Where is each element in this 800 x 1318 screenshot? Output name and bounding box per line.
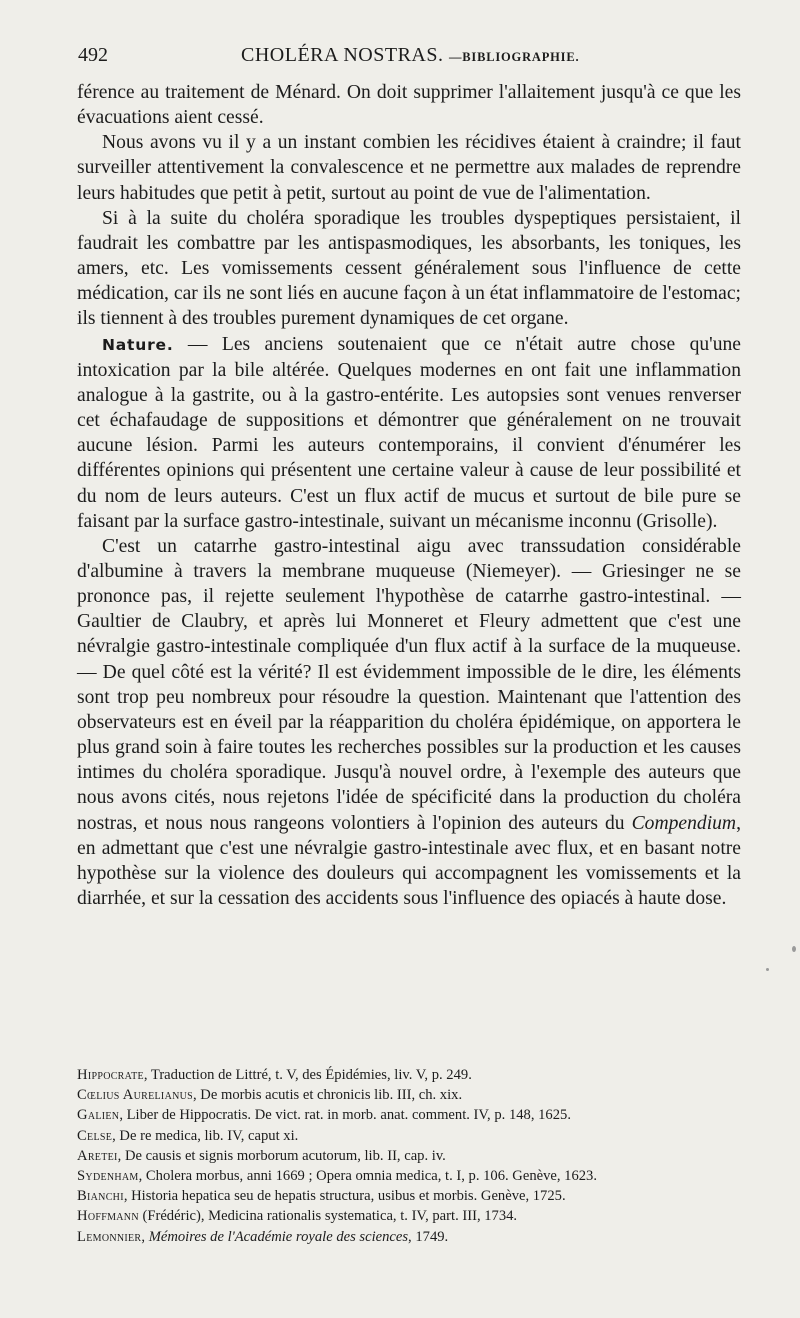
- paragraph-theories-text-a: C'est un catarrhe gastro-intestinal aigu avec transsudation considérable d'albumine à travers la membrane muqueuse (Niemeyer). — Griesinger ne se prononce pas, il rejette seulement l'hypothèse de catarrhe gastro-intestinal. — Gaultier de Claubry, et après lui Monneret et Fleury admettent que c'est une névralgie gastro-intestinale compliquée d'un flux actif à la surface de la muqueuse. — De quel côté est la vérité? Il est évidemment impossible de le dire, les éléments sont trop peu nombreux pour résoudre la question. Maintenant que l'attention des observateurs est en éveil par la réapparition du choléra épidémique, on apportera le plus grand soin à faire toutes les recherches possibles sur la production et les causes intimes du choléra sporadique. Jusqu'à nouvel ordre, à l'exemple des auteurs que nous avons cités, nous rejetons l'idée de spécificité dans la production du choléra nostras, et nous nous rangeons volontiers à l'opinion des auteurs du: [77, 535, 741, 834]
- bib-text: , Cholera morbus, anni 1669 ; Opera omnia medica, t. I, p. 106. Genève, 1623.: [138, 1168, 598, 1185]
- bibliography-entry: [77, 1105, 741, 1125]
- bibliography-entry: [77, 1126, 741, 1146]
- bib-tail: , 1749.: [408, 1228, 449, 1245]
- paragraph-theories: [77, 534, 741, 911]
- bib-author: Cœlius Aurelianus: [77, 1087, 193, 1104]
- bib-text: , De re medica, lib. IV, caput xi.: [112, 1127, 299, 1144]
- page-number: 492: [78, 44, 108, 66]
- body-text: [77, 80, 741, 911]
- compendium-title: Compendium: [631, 812, 737, 834]
- running-title-section: —BIBLIOGRAPHIE.: [448, 50, 580, 64]
- bibliography-entry: [77, 1206, 741, 1226]
- bib-italic-title: Mémoires de l'Académie royale des sciences: [148, 1228, 409, 1245]
- bib-author: Hoffmann: [77, 1208, 139, 1225]
- paragraph-dyspeptic-troubles: Si à la suite du choléra sporadique les troubles dyspeptiques persistaient, il faudrait les combattre par les antispasmodiques, les absorbants, les toniques, les amers, etc. Les vomissements cessent généralement sous l'influence de cette médication, car ils ne sont liés en aucune façon à un état inflammatoire de l'estomac; ils tiennent à des troubles purement dynamiques de cet organe.: [77, 207, 741, 330]
- bibliography-entry: [77, 1146, 741, 1166]
- bib-author: Aretei: [77, 1147, 118, 1164]
- paragraph-theories-text-b: , en admettant que c'est une névralgie gastro-intestinale avec flux, et en basant notre hypothèse sur la violence des douleurs qui accompagnent les vomissements et la diarrhée, et sur la cessation des accidents sous l'influence des opiacés à haute dose.: [77, 812, 741, 909]
- bib-author: Galien: [77, 1107, 120, 1124]
- bib-text: , Traduction de Littré, t. V, des Épidémies, liv. V, p. 249.: [143, 1067, 472, 1083]
- bib-text: (Frédéric), Medicina rationalis systematica, t. IV, part. III, 1734.: [138, 1208, 518, 1225]
- bib-author: Hippocrate: [77, 1067, 144, 1083]
- bib-text: , De morbis acutis et chronicis lib. III, ch. xix.: [193, 1087, 463, 1104]
- bib-text: , Liber de Hippocratis. De vict. rat. in morb. anat. comment. IV, p. 148, 1625.: [119, 1107, 571, 1124]
- bibliography-entry: [77, 1186, 741, 1206]
- paragraph-continuation: férence au traitement de Ménard. On doit supprimer l'allaitement jusqu'à ce que les évacuations aient cessé.: [77, 82, 741, 129]
- paper-speck: [792, 946, 796, 952]
- paragraph-nature-text: — Les anciens soutenaient que ce n'était autre chose qu'une intoxication par la bile altérée. Quelques modernes en ont fait une inflammation analogue à la gastrite, ou à la gastro-entérite. Les autopsies sont venues renverser cet échafaudage de suppositions et démontrer que généralement on ne trouvait aucune lésion. Parmi les auteurs contemporains, il convient d'énumérer les différentes opinions qui présentent une certaine valeur à cause de leur possibilité et du nom de leurs auteurs. C'est un flux actif de mucus et surtout de bile pure se faisant par la surface gastro-intestinale, suivant un mécanisme inconnu (Grisolle).: [77, 333, 741, 532]
- bib-text: , De causis et signis morborum acutorum, lib. II, cap. iv.: [117, 1147, 446, 1164]
- bibliography: [77, 1065, 741, 1247]
- paper-speck: [766, 968, 769, 971]
- bibliography-entry: [77, 1085, 741, 1105]
- paragraph-convalescence: Nous avons vu il y a un instant combien les récidives étaient à craindre; il faut surveiller attentivement la convalescence et ne permettre aux malades de reprendre leurs habitudes que petit à petit, surtout au point de vue de l'alimentation.: [77, 132, 741, 204]
- bib-text: , Historia hepatica seu de hepatis structura, usibus et morbis. Genève, 1725.: [123, 1188, 566, 1205]
- bib-author: Lemonnier: [77, 1228, 142, 1245]
- bib-author: Bianchi: [77, 1188, 124, 1205]
- section-heading-nature: Nature.: [102, 335, 174, 354]
- bib-author: Celse: [77, 1127, 113, 1144]
- paragraph-nature: [77, 332, 741, 534]
- running-title-main: CHOLÉRA NOSTRAS.: [241, 44, 444, 66]
- bib-text: ,: [141, 1228, 149, 1245]
- bib-author: Sydenham: [77, 1168, 139, 1185]
- page-header: [78, 44, 740, 72]
- bibliography-entry: [77, 1065, 741, 1085]
- bibliography-entry: [77, 1166, 741, 1186]
- bibliography-entry: [77, 1227, 741, 1247]
- running-title: [241, 44, 579, 67]
